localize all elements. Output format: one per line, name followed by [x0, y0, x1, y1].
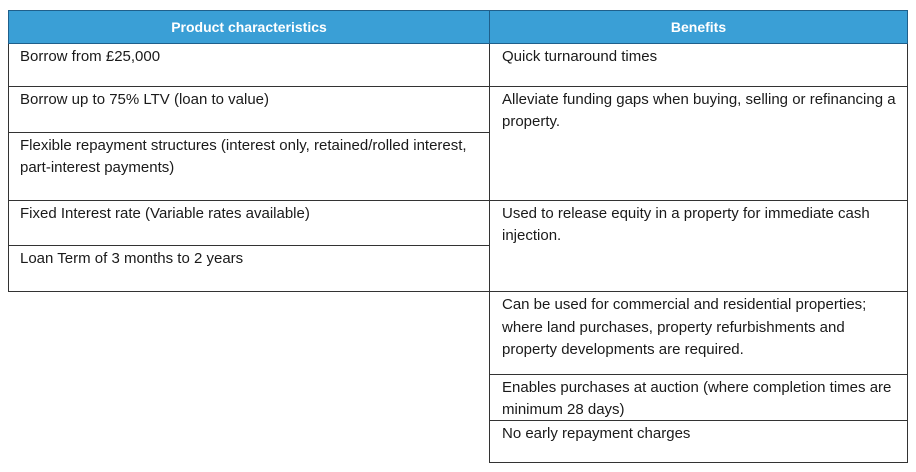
characteristic-cell: Fixed Interest rate (Variable rates available): [8, 201, 490, 246]
header-benefits: Benefits: [489, 10, 908, 44]
benefit-cell: Can be used for commercial and residential properties; where land purchases, property refurbishments and property developments are required.: [489, 292, 908, 375]
benefit-cell: No early repayment charges: [489, 421, 908, 463]
characteristic-cell: Flexible repayment structures (interest only, retained/rolled interest, part-interest payments): [8, 133, 490, 201]
benefit-cell: Quick turnaround times: [489, 44, 908, 87]
header-product-characteristics: Product characteristics: [8, 10, 490, 44]
characteristic-cell: Borrow up to 75% LTV (loan to value): [8, 87, 490, 133]
benefit-cell: Enables purchases at auction (where completion times are minimum 28 days): [489, 375, 908, 421]
characteristic-cell: Borrow from £25,000: [8, 44, 490, 87]
benefit-cell: Used to release equity in a property for immediate cash injection.: [489, 201, 908, 292]
characteristic-cell: Loan Term of 3 months to 2 years: [8, 246, 490, 292]
benefit-cell: Alleviate funding gaps when buying, selling or refinancing a property.: [489, 87, 908, 201]
